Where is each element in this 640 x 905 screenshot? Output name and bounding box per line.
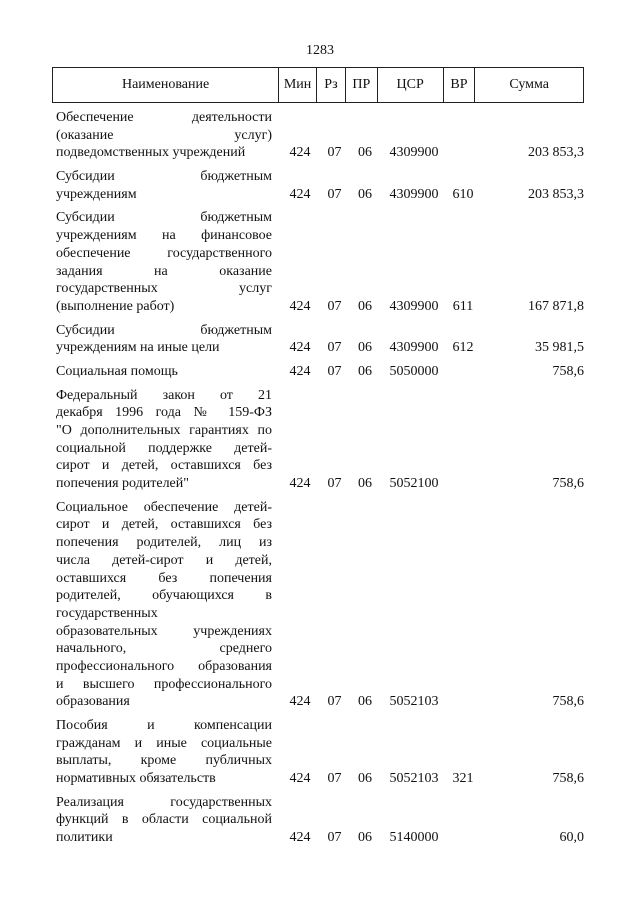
- row-min: 424: [289, 363, 311, 379]
- row-sum: 60,0: [559, 830, 584, 846]
- column-header-min: Мин: [278, 68, 316, 102]
- row-name-line: и высшего профессионального: [56, 676, 272, 692]
- row-name-line: учреждениям на иные цели: [56, 340, 220, 356]
- row-name-line: оставшихся без попечения: [56, 570, 272, 586]
- table-row: [52, 794, 584, 847]
- row-name-line: Социальное обеспечение детей-: [56, 499, 272, 515]
- row-rz: 07: [327, 830, 342, 846]
- row-name-line: нормативных обязательств: [56, 771, 216, 787]
- table-header: [52, 67, 584, 103]
- row-csr: 4309900: [389, 340, 439, 356]
- row-csr: 5050000: [389, 363, 439, 379]
- row-min: 424: [289, 186, 311, 202]
- row-csr: 4309900: [389, 145, 439, 161]
- row-sum: 758,6: [552, 363, 584, 379]
- row-rz: 07: [327, 476, 342, 492]
- row-vr: 612: [452, 340, 474, 356]
- row-name: [52, 717, 272, 788]
- column-header-sum: Сумма: [474, 68, 583, 102]
- row-name-line: начального, среднего: [56, 641, 272, 657]
- row-name-line: Субсидии бюджетным: [56, 322, 272, 338]
- row-name: [52, 499, 272, 711]
- row-name-line: учреждениям: [56, 186, 137, 202]
- row-csr: 5052103: [389, 694, 439, 710]
- row-sum: 167 871,8: [528, 298, 584, 314]
- row-name-line: подведомственных учреждений: [56, 145, 246, 161]
- row-vr: 610: [452, 186, 474, 202]
- row-name-line: учреждениям на финансовое: [56, 228, 272, 244]
- row-name-line: сирот и детей, оставшихся без: [56, 517, 272, 533]
- table-row: [52, 168, 584, 203]
- page-number: 1283: [306, 43, 334, 58]
- row-sum: 35 981,5: [535, 340, 584, 356]
- row-rz: 07: [327, 771, 342, 787]
- table-row: [52, 322, 584, 357]
- row-sum: 203 853,3: [528, 145, 584, 161]
- row-name-line: декабря 1996 года № 159-ФЗ: [56, 405, 272, 421]
- row-name-line: попечения родителей": [56, 476, 189, 492]
- row-rz: 07: [327, 298, 342, 314]
- row-name: [52, 209, 272, 315]
- table-body: [52, 109, 584, 853]
- row-rz: 07: [327, 186, 342, 202]
- row-name: [52, 322, 272, 357]
- row-name-line: сирот и детей, оставшихся без: [56, 458, 272, 474]
- row-pr: 06: [358, 145, 372, 161]
- row-name-line: Реализация государственных: [56, 794, 272, 810]
- table-row: [52, 717, 584, 788]
- column-header-vr: ВР: [443, 68, 475, 102]
- row-pr: 06: [358, 340, 372, 356]
- row-min: 424: [289, 476, 311, 492]
- row-min: 424: [289, 340, 311, 356]
- row-name-line: Пособия и компенсации: [56, 718, 272, 734]
- row-rz: 07: [327, 694, 342, 710]
- table-row: [52, 387, 584, 493]
- row-sum: 203 853,3: [528, 186, 584, 202]
- row-name-line: государственных: [56, 605, 158, 621]
- row-rz: 07: [327, 340, 342, 356]
- row-name-line: государственных услуг: [56, 281, 272, 297]
- row-name: [52, 794, 272, 847]
- row-csr: 4309900: [389, 186, 439, 202]
- row-sum: 758,6: [552, 771, 584, 787]
- row-name-line: образовательных учреждениях: [56, 623, 272, 639]
- row-csr: 4309900: [389, 298, 439, 314]
- row-name-line: (оказание услуг): [56, 127, 272, 143]
- row-name-line: задания на оказание: [56, 263, 272, 279]
- row-name-line: Субсидии бюджетным: [56, 169, 272, 185]
- row-min: 424: [289, 145, 311, 161]
- row-name-line: гражданам и иные социальные: [56, 735, 272, 751]
- row-name: [52, 168, 272, 203]
- table-row: [52, 363, 584, 381]
- row-name-line: Обеспечение деятельности: [56, 110, 272, 125]
- row-pr: 06: [358, 186, 372, 202]
- row-csr: 5052103: [389, 771, 439, 787]
- row-vr: 611: [452, 298, 474, 314]
- row-name-line: обеспечение государственного: [56, 245, 272, 261]
- row-csr: 5140000: [389, 830, 439, 846]
- row-name-line: попечения родителей, лиц из: [56, 535, 272, 551]
- row-name: [52, 109, 272, 162]
- column-header-pr: ПР: [345, 68, 377, 102]
- row-name-line: социальной поддержке детей-: [56, 440, 272, 456]
- row-min: 424: [289, 694, 311, 710]
- row-pr: 06: [358, 694, 372, 710]
- row-pr: 06: [358, 830, 372, 846]
- row-pr: 06: [358, 298, 372, 314]
- row-csr: 5052100: [389, 476, 439, 492]
- row-pr: 06: [358, 771, 372, 787]
- row-sum: 758,6: [552, 476, 584, 492]
- row-name-line: функций в области социальной: [56, 812, 272, 828]
- row-pr: 06: [358, 363, 372, 379]
- row-vr: 321: [452, 771, 474, 787]
- row-rz: 07: [327, 363, 342, 379]
- row-name-line: политики: [56, 830, 113, 846]
- row-name-line: родителей, обучающихся в: [56, 588, 272, 604]
- row-name-line: выплаты, кроме публичных: [56, 753, 272, 769]
- row-name-line: (выполнение работ): [56, 298, 175, 314]
- row-rz: 07: [327, 145, 342, 161]
- row-min: 424: [289, 830, 311, 846]
- table-row: [52, 109, 584, 162]
- table-row: [52, 209, 584, 315]
- column-header-name: Наименование: [121, 77, 210, 92]
- row-name-line: числа детей-сирот и детей,: [56, 552, 272, 568]
- column-header-rz: Рз: [316, 68, 345, 102]
- column-header-csr: ЦСР: [377, 68, 443, 102]
- row-name-line: "О дополнительных гарантиях по: [56, 423, 272, 439]
- row-name-line: профессионального образования: [56, 658, 272, 674]
- row-name: [52, 363, 272, 381]
- table-row: [52, 499, 584, 711]
- row-name-line: Федеральный закон от 21: [56, 387, 272, 403]
- row-min: 424: [289, 298, 311, 314]
- row-name-line: образования: [56, 694, 130, 710]
- row-name-line: Субсидии бюджетным: [56, 210, 272, 226]
- row-pr: 06: [358, 476, 372, 492]
- row-sum: 758,6: [552, 694, 584, 710]
- row-name: [52, 387, 272, 493]
- row-name-line: Социальная помощь: [56, 363, 178, 379]
- row-min: 424: [289, 771, 311, 787]
